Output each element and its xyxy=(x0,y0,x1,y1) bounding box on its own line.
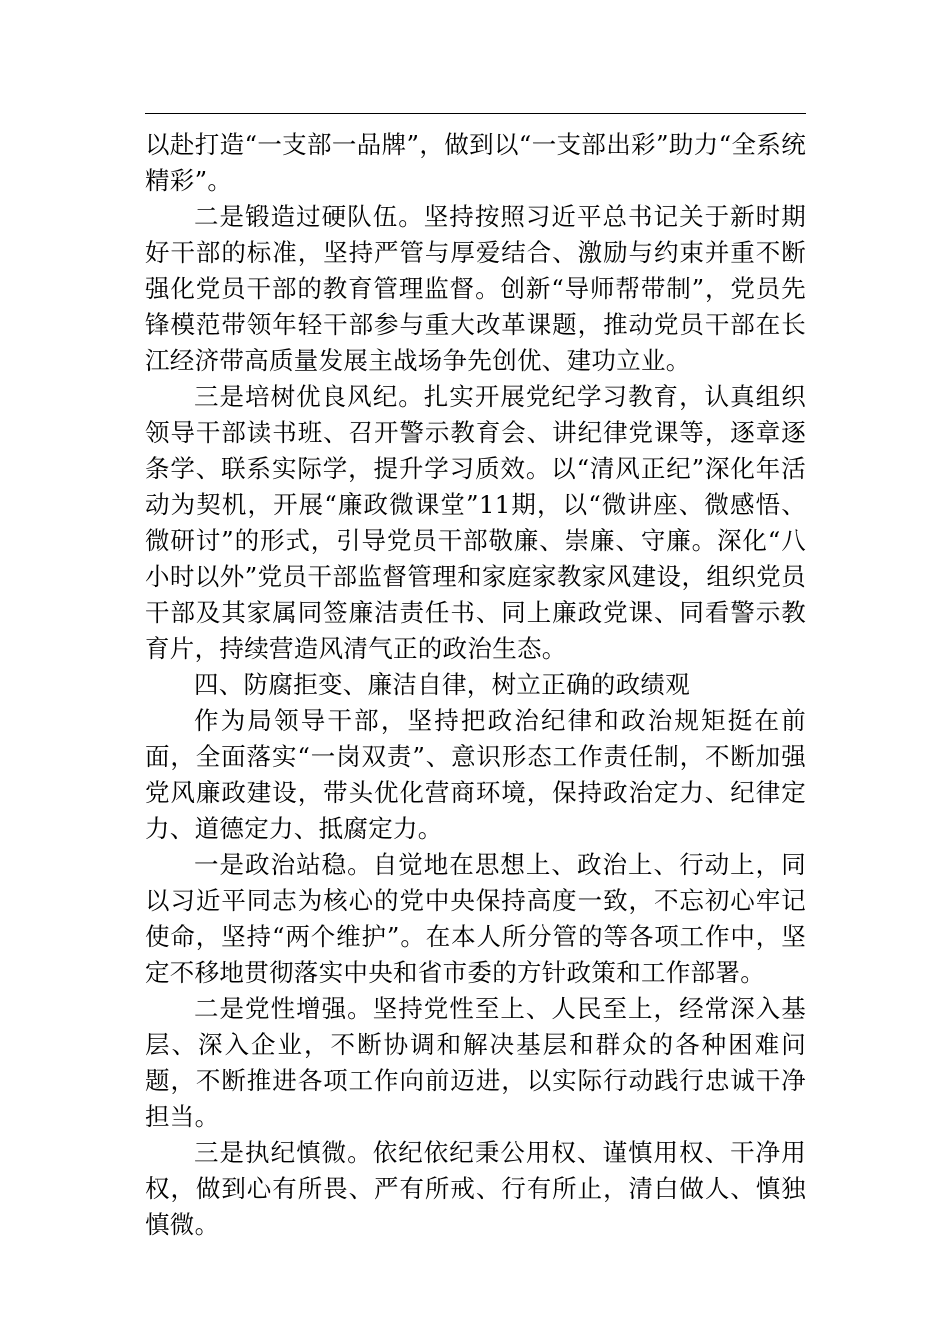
paragraph-discipline: 三是培树优良风纪。扎实开展党纪学习教育，认真组织领导干部读书班、召开警示教育会、讲纪律党课等，逐章逐条学、联系实际学，提升学习质效。以“清风正纪”深化年活动为契机，开展“廉政微课堂”11期，以“微讲座、微感悟、微研讨”的形式，引导党员干部敬廉、崇廉、守廉。深化“八小时以外”党员干部监督管理和家庭家教家风建设，组织党员干部及其家属同签廉洁责任书、同上廉政党课、同看警示教育片，持续营造风清气正的政治生态。 xyxy=(145,382,806,663)
section-heading: 四、防腐拒变、廉洁自律，树立正确的政绩观 xyxy=(194,670,690,699)
document-body xyxy=(145,127,806,1243)
paragraph-team-building: 二是锻造过硬队伍。坚持按照习近平总书记关于新时期好干部的标准，坚持严管与厚爱结合、激励与约束并重不断强化党员干部的教育管理监督。创新“导师帮带制”，党员先锋模范带领年轻干部参与重大改革课题，推动党员干部在长江经济带高质量发展主战场争先创优、建功立业。 xyxy=(145,202,806,375)
paragraph-party-spirit: 二是党性增强。坚持党性至上、人民至上，经常深入基层、深入企业，不断协调和解决基层和群众的各种困难问题，不断推进各项工作向前迈进，以实际行动践行忠诚干净担当。 xyxy=(145,994,806,1131)
paragraph-continuation: 以赴打造“一支部一品牌”，做到以“一支部出彩”助力“全系统精彩”。 xyxy=(145,130,806,195)
paragraph-leadership: 作为局领导干部，坚持把政治纪律和政治规矩挺在前面，全面落实“一岗双责”、意识形态工作责任制，不断加强党风廉政建设，带头优化营商环境，保持政治定力、纪律定力、道德定力、抵腐定力。 xyxy=(145,706,806,843)
paragraph-political-stance: 一是政治站稳。自觉地在思想上、政治上、行动上，同以习近平同志为核心的党中央保持高度一致，不忘初心牢记使命，坚持“两个维护”。在本人所分管的等各项工作中，坚定不移地贯彻落实中央和省市委的方针政策和工作部署。 xyxy=(145,850,806,987)
paragraph-integrity: 三是执纪慎微。依纪依纪秉公用权、谨慎用权、干净用权，做到心有所畏、严有所戒、行有所止，清白做人、慎独慎微。 xyxy=(145,1138,806,1239)
header-rule xyxy=(145,113,806,114)
